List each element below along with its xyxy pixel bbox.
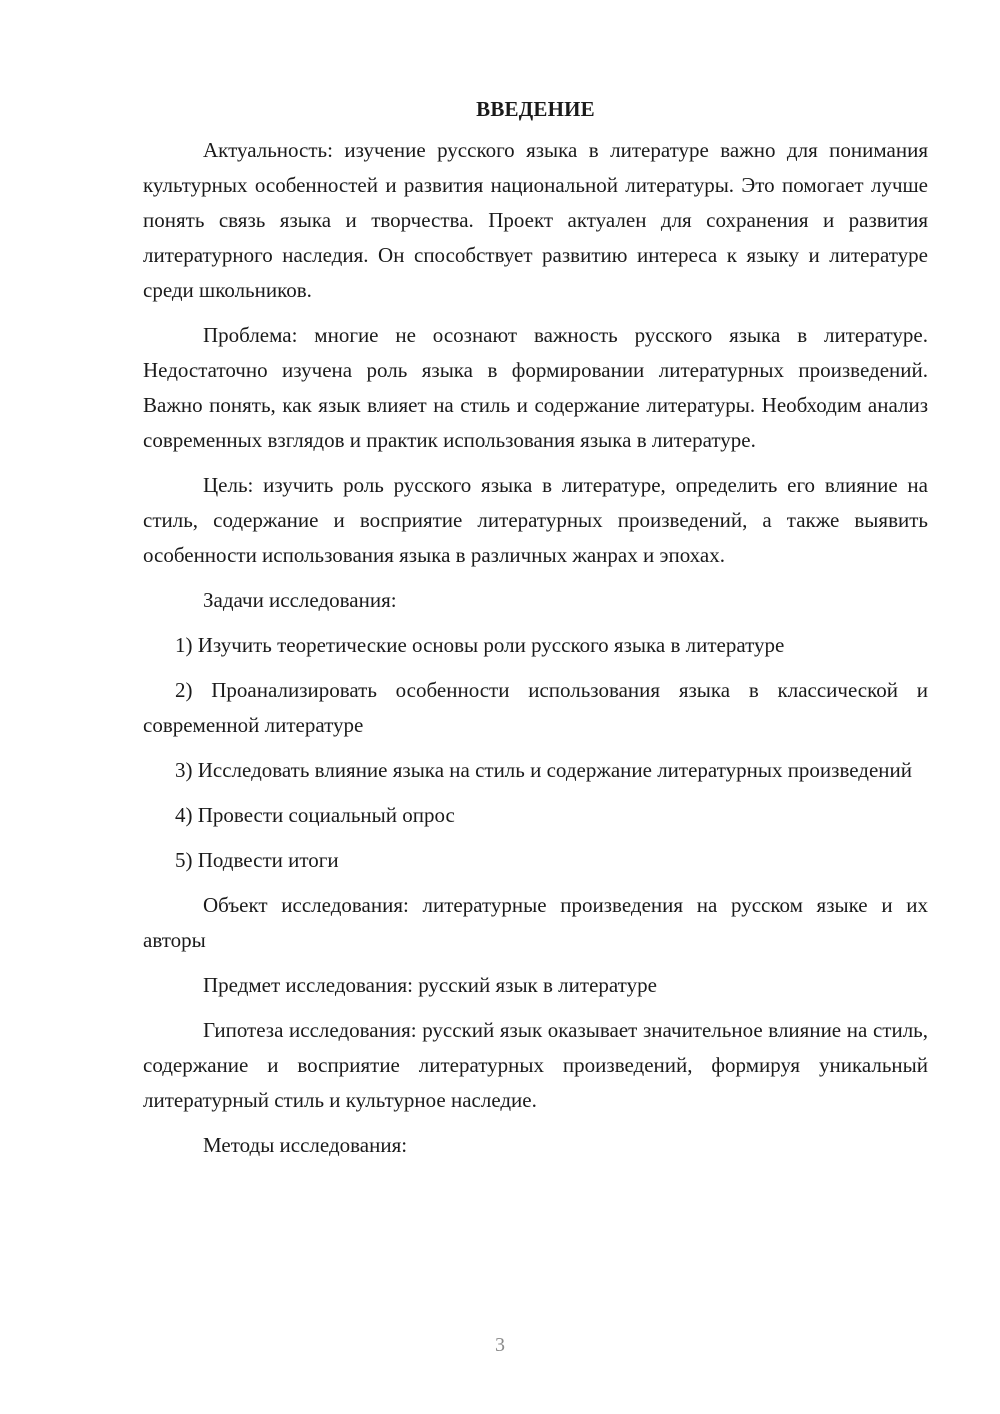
paragraph-goal: Цель: изучить роль русского языка в литературе, определить его влияние на стиль, содержание и восприятие литературных произведений, а также выявить особенности использования языка в различных жанрах и эпохах.: [143, 473, 928, 567]
task-item: 4) Провести социальный опрос: [175, 803, 455, 827]
paragraph-hypothesis: Гипотеза исследования: русский язык оказывает значительное влияние на стиль, содержание и восприятие литературных произведений, формируя уникальный литературный стиль и культурное наследие.: [143, 1018, 928, 1112]
page-title: ВВЕДЕНИЕ: [476, 97, 595, 121]
task-item: 2) Проанализировать особенности использования языка в классической и современной литературе: [143, 678, 928, 737]
task-item: 5) Подвести итоги: [175, 848, 339, 872]
task-item: 1) Изучить теоретические основы роли русского языка в литературе: [175, 633, 785, 657]
paragraph-problem: Проблема: многие не осознают важность русского языка в литературе. Недостаточно изучена роль языка в формировании литературных произведений. Важно понять, как язык влияет на стиль и содержание литературы. Необходим анализ современных взглядов и практик использования языка в литературе.: [143, 323, 928, 452]
paragraph-relevance: Актуальность: изучение русского языка в литературе важно для понимания культурных особенностей и развития национальной литературы. Это помогает лучше понять связь языка и творчества. Проект актуален для сохранения и развития литературного наследия. Он способствует развитию интереса к языку и литературе среди школьников.: [143, 138, 928, 302]
tasks-heading: Задачи исследования:: [203, 588, 397, 612]
paragraph-object: Объект исследования: литературные произведения на русском языке и их авторы: [143, 893, 928, 952]
document-page: [143, 92, 928, 1173]
paragraph-subject: Предмет исследования: русский язык в литературе: [203, 973, 657, 997]
task-item: 3) Исследовать влияние языка на стиль и содержание литературных произведений: [175, 758, 913, 782]
page-number: 3: [495, 1334, 505, 1356]
tasks-list: [143, 628, 928, 878]
methods-heading: Методы исследования:: [203, 1133, 408, 1157]
